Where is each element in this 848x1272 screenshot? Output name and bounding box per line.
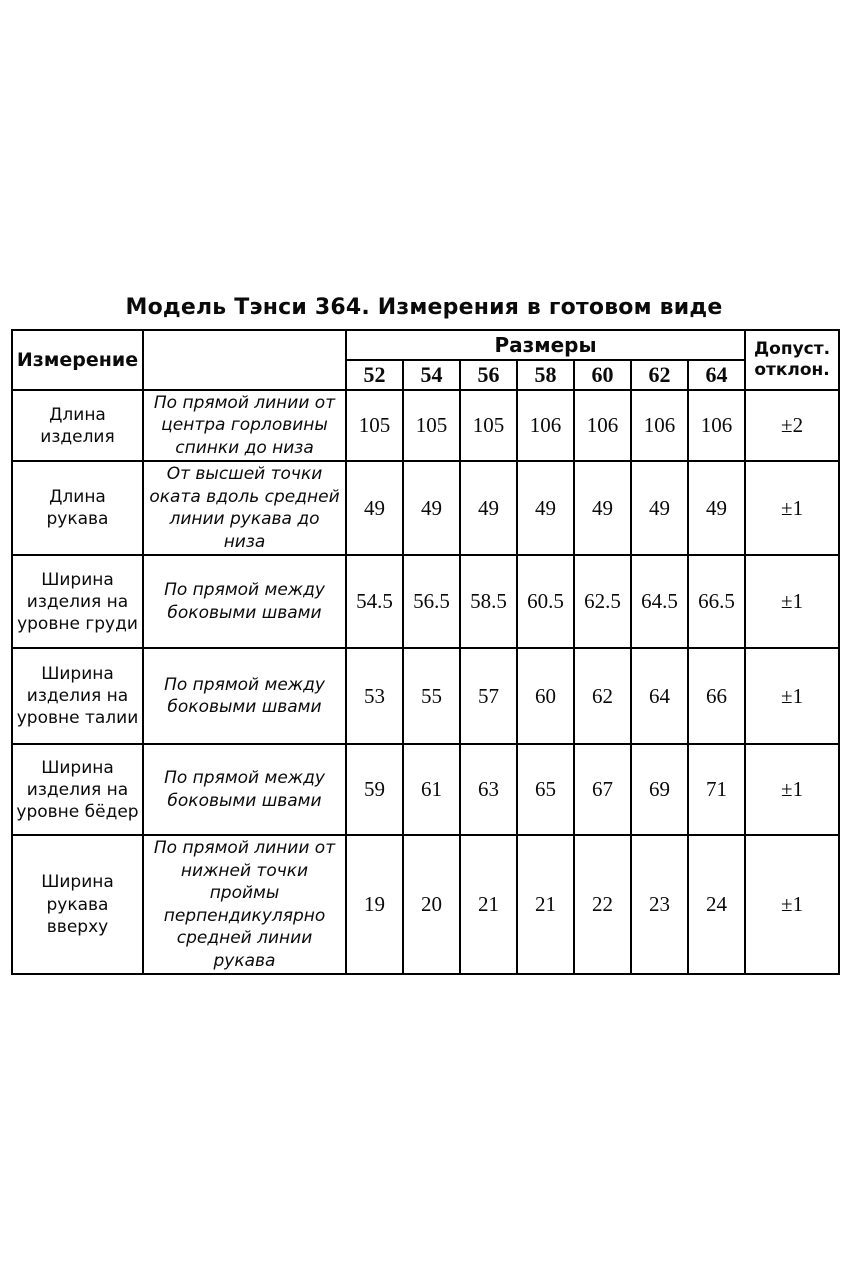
sizes-group-header: Размеры <box>346 330 745 360</box>
size-value-cell: 20 <box>403 835 460 974</box>
size-value-cell: 66.5 <box>688 555 745 648</box>
size-value-cell: 71 <box>688 744 745 835</box>
measure-method-cell: По прямой линии от нижней точки проймы перпендикулярно средней линии рукава <box>143 835 346 974</box>
size-column-header: 62 <box>631 360 688 390</box>
size-value-cell: 105 <box>346 390 403 461</box>
size-value-cell: 49 <box>346 461 403 555</box>
size-value-cell: 49 <box>403 461 460 555</box>
tolerance-cell: ±1 <box>745 555 839 648</box>
size-value-cell: 21 <box>517 835 574 974</box>
size-value-cell: 60 <box>517 648 574 744</box>
tolerance-cell: ±1 <box>745 648 839 744</box>
measure-name-cell: Длина рукава <box>12 461 143 555</box>
size-value-cell: 59 <box>346 744 403 835</box>
size-value-cell: 106 <box>631 390 688 461</box>
size-value-cell: 49 <box>574 461 631 555</box>
size-value-cell: 69 <box>631 744 688 835</box>
size-value-cell: 53 <box>346 648 403 744</box>
tolerance-cell: ±1 <box>745 835 839 974</box>
tolerance-cell: ±2 <box>745 390 839 461</box>
size-value-cell: 54.5 <box>346 555 403 648</box>
size-value-cell: 56.5 <box>403 555 460 648</box>
table-row <box>12 390 839 461</box>
size-column-header: 54 <box>403 360 460 390</box>
measure-method-cell: От высшей точки оката вдоль средней линии рукава до низа <box>143 461 346 555</box>
size-column-header: 64 <box>688 360 745 390</box>
size-column-header: 52 <box>346 360 403 390</box>
size-value-cell: 62.5 <box>574 555 631 648</box>
size-value-cell: 61 <box>403 744 460 835</box>
size-value-cell: 57 <box>460 648 517 744</box>
tolerance-cell: ±1 <box>745 744 839 835</box>
measure-name-cell: Ширина изделия на уровне талии <box>12 648 143 744</box>
measure-method-cell: По прямой между боковыми швами <box>143 744 346 835</box>
size-value-cell: 106 <box>688 390 745 461</box>
header-row-sizes <box>12 330 839 360</box>
table-row <box>12 555 839 648</box>
size-value-cell: 106 <box>574 390 631 461</box>
measure-method-cell: По прямой линии от центра горловины спинки до низа <box>143 390 346 461</box>
table-row <box>12 835 839 974</box>
size-column-header: 60 <box>574 360 631 390</box>
table-row <box>12 648 839 744</box>
size-value-cell: 106 <box>517 390 574 461</box>
size-value-cell: 105 <box>403 390 460 461</box>
table-row <box>12 461 839 555</box>
measure-method-cell: По прямой между боковыми швами <box>143 648 346 744</box>
size-value-cell: 21 <box>460 835 517 974</box>
size-value-cell: 23 <box>631 835 688 974</box>
size-value-cell: 49 <box>631 461 688 555</box>
size-value-cell: 64 <box>631 648 688 744</box>
measure-column-header: Измерение <box>12 330 143 390</box>
size-value-cell: 19 <box>346 835 403 974</box>
size-value-cell: 66 <box>688 648 745 744</box>
size-value-cell: 65 <box>517 744 574 835</box>
size-value-cell: 64.5 <box>631 555 688 648</box>
size-value-cell: 58.5 <box>460 555 517 648</box>
size-value-cell: 60.5 <box>517 555 574 648</box>
size-value-cell: 24 <box>688 835 745 974</box>
table-row <box>12 744 839 835</box>
measurements-table <box>11 329 840 975</box>
size-value-cell: 49 <box>688 461 745 555</box>
size-value-cell: 49 <box>517 461 574 555</box>
size-value-cell: 22 <box>574 835 631 974</box>
size-value-cell: 67 <box>574 744 631 835</box>
size-column-header: 58 <box>517 360 574 390</box>
size-value-cell: 105 <box>460 390 517 461</box>
tolerance-cell: ±1 <box>745 461 839 555</box>
size-column-header: 56 <box>460 360 517 390</box>
size-value-cell: 63 <box>460 744 517 835</box>
measure-name-cell: Длина изделия <box>12 390 143 461</box>
measure-name-cell: Ширина изделия на уровне груди <box>12 555 143 648</box>
page-title: Модель Тэнси 364. Измерения в готовом виде <box>125 295 723 320</box>
size-value-cell: 62 <box>574 648 631 744</box>
measure-method-cell: По прямой между боковыми швами <box>143 555 346 648</box>
measure-name-cell: Ширина рукава вверху <box>12 835 143 974</box>
method-column-header <box>143 330 346 390</box>
size-value-cell: 55 <box>403 648 460 744</box>
tolerance-column-header: Допуст. отклон. <box>745 330 839 390</box>
size-value-cell: 49 <box>460 461 517 555</box>
measure-name-cell: Ширина изделия на уровне бёдер <box>12 744 143 835</box>
